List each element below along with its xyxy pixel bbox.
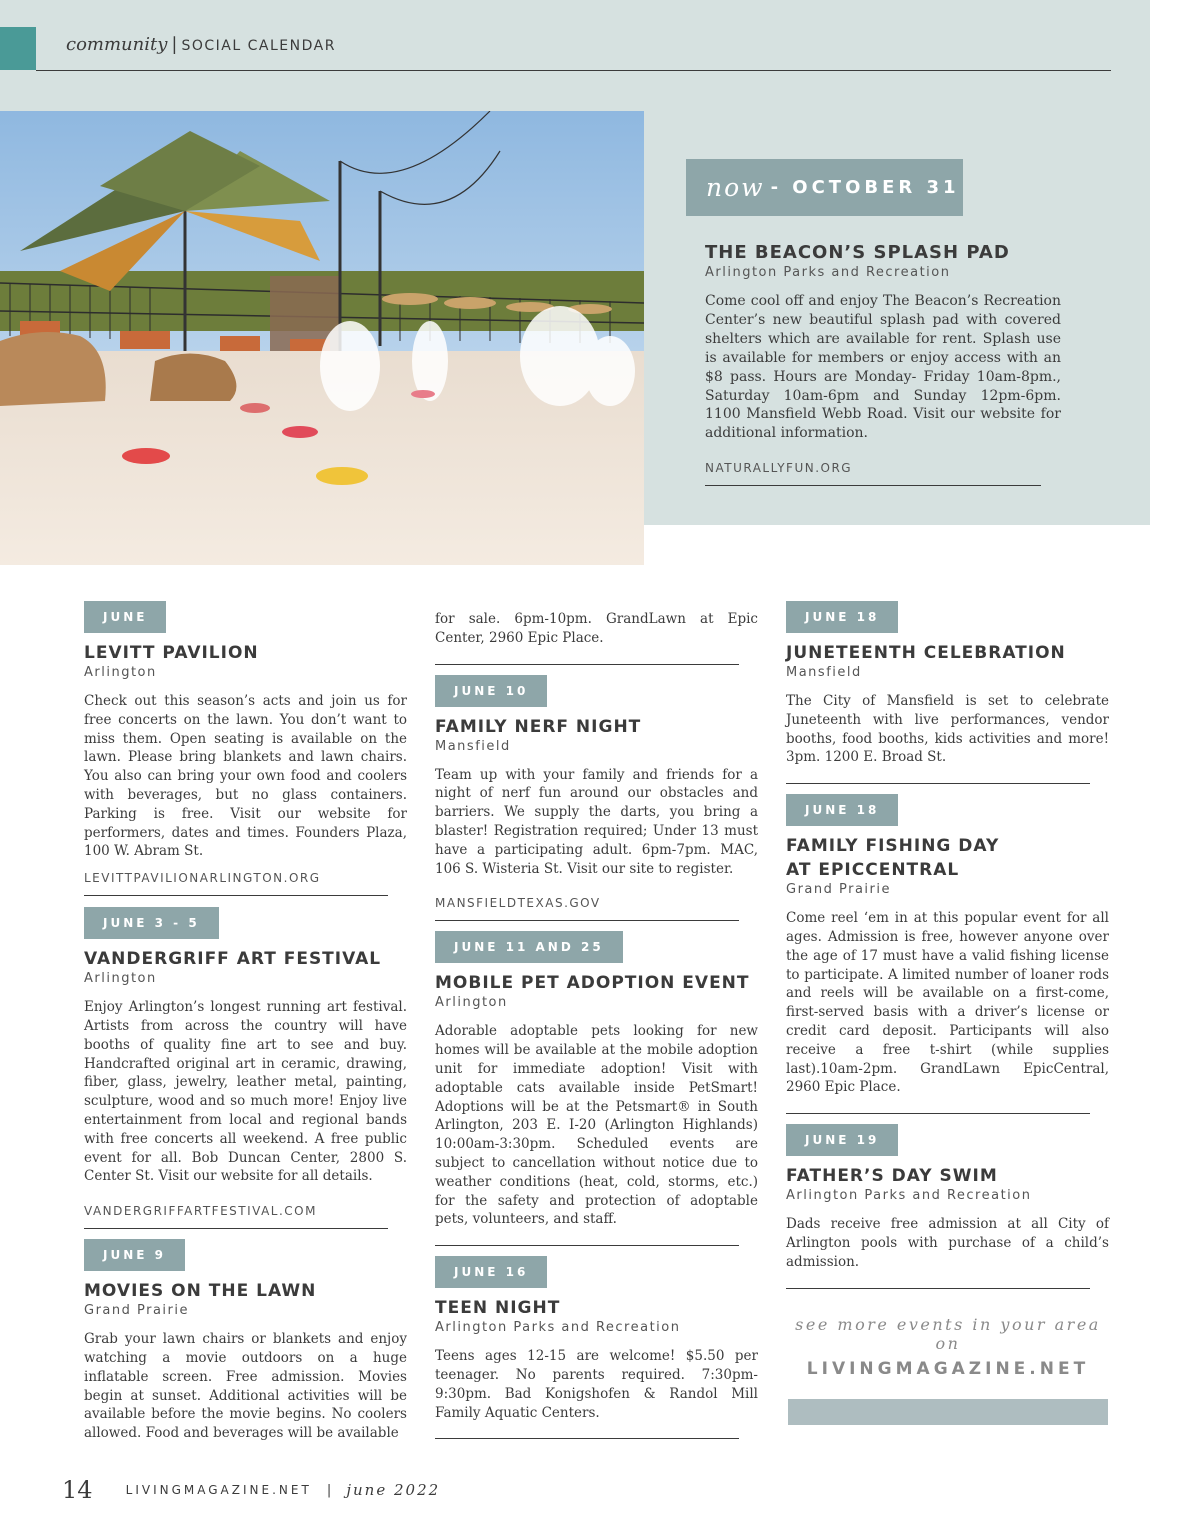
event-rule bbox=[786, 1113, 1090, 1114]
event-url[interactable]: LEVITTPAVILIONARLINGTON.ORG bbox=[84, 871, 321, 886]
date-badge: JUNE 10 bbox=[435, 675, 547, 707]
event-description: Grab your lawn chairs or blankets and enjoy watching a movie outdoors on a huge inflatable screen. Free admission. Movies begin at sunset. Additional activities will be available before the movie begins. No coolers allowed. Food and beverages will be available bbox=[84, 1331, 407, 1442]
event-rule bbox=[435, 664, 739, 665]
footer-issue: june 2022 bbox=[346, 1481, 441, 1499]
date-badge: JUNE 18 bbox=[786, 794, 898, 826]
event-description: The City of Mansfield is set to celebrate Juneteenth with live performances, vendor booths, food booths, kids activities and more! 3pm. 1200 E. Broad St. bbox=[786, 693, 1109, 766]
event-location: Arlington bbox=[435, 995, 508, 1011]
date-badge: JUNE 16 bbox=[435, 1256, 547, 1288]
event-location: Mansfield bbox=[786, 665, 862, 680]
movies-description-continued: for sale. 6pm-10pm. GrandLawn at Epic Center, 2960 Epic Place. bbox=[435, 611, 758, 646]
event-rule bbox=[84, 1228, 388, 1229]
page-number: 14 bbox=[62, 1476, 93, 1504]
event-location: Mansfield bbox=[435, 738, 511, 754]
date-badge: JUNE 9 bbox=[84, 1239, 185, 1271]
event-levitt-pavilion bbox=[84, 601, 407, 896]
see-more-events bbox=[788, 1315, 1108, 1379]
event-description: Dads receive free admission at all City of Arlington pools with purchase of a child’s admission. bbox=[786, 1216, 1109, 1270]
event-rule bbox=[786, 1288, 1090, 1289]
event-url[interactable]: VANDERGRIFFARTFESTIVAL.COM bbox=[84, 1204, 317, 1219]
page-footer bbox=[62, 1476, 440, 1504]
event-description: Come reel ‘em in at this popular event for all ages. Admission is free, however anyone over the age of 17 must have a valid fishing license to participate. A limited number of loaner rods and reels will be available on a first-come, first-served basis with a driver’s license or credit card deposit. Participants will also receive a free t-shirt (while supplies last).10am-2pm. GrandLawn EpicCentral, 2960 Epic Place. bbox=[786, 910, 1109, 1096]
event-description: Teens ages 12-15 are welcome! $5.50 per teenager. No parents required. 7:30pm-9:30pm. Bad Konigshofen & Randol Mill Family Aquatic Centers. bbox=[435, 1348, 758, 1421]
banner-date: - OCTOBER 31 bbox=[770, 177, 960, 198]
event-title: LEVITT PAVILION bbox=[84, 643, 259, 663]
event-location: Arlington Parks and Recreation bbox=[786, 1188, 1032, 1204]
footer-separator: | bbox=[326, 1482, 332, 1498]
event-url[interactable]: MANSFIELDTEXAS.GOV bbox=[435, 896, 601, 911]
event-description: Adorable adoptable pets looking for new homes will be available at the mobile adoption unit for immediate adoption! Visit with adoptable cats available inside PetSmart! Adoptions will be at the Petsmart® in South Arlington, 203 E. I-20 (Arlington Highlands) 10:00am-3:30pm. Scheduled events are subject to cancellation without notice due to weather conditions (heat, cold, storms, etc.) for the safety and protection of adoptable pets, volunteers, and staff. bbox=[435, 1023, 758, 1228]
event-location: Arlington bbox=[84, 665, 157, 680]
event-juneteenth bbox=[786, 601, 1109, 784]
event-title-line-2: AT EPICCENTRAL bbox=[786, 860, 960, 881]
event-description: Check out this season’s acts and join us for free concerts on the lawn. You don’t want to miss them. Open seating is available on the lawn. Please bring blankets and lawn chairs. You also can bring your own food and coolers with beverages, but no glass containers. Parking is free. Visit our website for performers, dates and times. Founders Plaza, 100 W. Abram St. bbox=[84, 693, 407, 860]
date-badge: JUNE bbox=[84, 601, 166, 633]
event-title: VANDERGRIFF ART FESTIVAL bbox=[84, 949, 382, 970]
event-title: MOVIES ON THE LAWN bbox=[84, 1281, 317, 1302]
see-more-text: see more events in your area on bbox=[795, 1315, 1101, 1353]
decorative-bar bbox=[788, 1399, 1108, 1425]
header-separator: | bbox=[171, 34, 178, 55]
event-rule bbox=[786, 783, 1090, 784]
section-header bbox=[66, 34, 336, 55]
event-title: JUNETEENTH CELEBRATION bbox=[786, 643, 1066, 663]
event-title: FATHER’S DAY SWIM bbox=[786, 1166, 998, 1187]
header-rule bbox=[36, 70, 1111, 71]
event-location: Arlington bbox=[84, 971, 157, 987]
feature-event bbox=[705, 241, 1061, 486]
event-vandergriff-art-festival bbox=[84, 907, 407, 1229]
feature-rule bbox=[705, 485, 1041, 486]
footer-site[interactable]: LIVINGMAGAZINE.NET bbox=[125, 1483, 312, 1497]
event-title: MOBILE PET ADOPTION EVENT bbox=[435, 973, 750, 994]
section-tab bbox=[0, 27, 36, 70]
event-location: Arlington Parks and Recreation bbox=[435, 1320, 681, 1336]
section-title: SOCIAL CALENDAR bbox=[181, 38, 336, 54]
event-title: FAMILY NERF NIGHT bbox=[435, 716, 642, 737]
date-badge: JUNE 11 AND 25 bbox=[435, 931, 623, 963]
event-rule bbox=[435, 920, 739, 921]
feature-url[interactable]: NATURALLYFUN.ORG bbox=[705, 461, 853, 476]
event-title: TEEN NIGHT bbox=[435, 1298, 561, 1319]
event-description: Enjoy Arlington’s longest running art festival. Artists from across the country will have booths of quality fine art to see and buy. Handcrafted original art in ceramic, drawing, fiber, glass, jewelry, leather metal, painting, sculpture, wood and so much more! Enjoy live entertainment from local and regional bands with free concerts all weekend. A free public event for all. Bob Duncan Center, 2800 S. Center St. Visit our website for all details. bbox=[84, 999, 407, 1185]
event-teen-night bbox=[435, 1256, 758, 1439]
event-rule bbox=[435, 1245, 739, 1246]
column-1 bbox=[84, 601, 407, 1443]
date-badge: JUNE 3 - 5 bbox=[84, 907, 219, 939]
event-fathers-day-swim bbox=[786, 1124, 1109, 1288]
event-rule bbox=[435, 1438, 739, 1439]
section-italic: community bbox=[66, 34, 168, 55]
banner-now: now bbox=[706, 173, 765, 202]
column-3 bbox=[786, 601, 1109, 1289]
event-family-nerf-night bbox=[435, 675, 758, 922]
date-badge: JUNE 18 bbox=[786, 601, 898, 633]
event-location: Grand Prairie bbox=[84, 1303, 189, 1319]
feature-description: Come cool off and enjoy The Beacon’s Recreation Center’s new beautiful splash pad with covered shelters which are available for rent. Splash use is available for members or enjoy access with an $8 pass. Hours are Monday- Friday 10am-8pm., Saturday 10am-6pm and Sunday 12pm-6pm. 1100 Mansfield Webb Road. Visit our website for additional information. bbox=[705, 293, 1061, 442]
event-mobile-pet-adoption bbox=[435, 931, 758, 1246]
event-location: Grand Prairie bbox=[786, 882, 891, 898]
feature-date-banner bbox=[686, 159, 963, 216]
event-title-line-1: FAMILY FISHING DAY bbox=[786, 836, 1000, 857]
splash-pad-photo bbox=[0, 111, 644, 565]
feature-location: Arlington Parks and Recreation bbox=[705, 265, 951, 280]
event-family-fishing-day bbox=[786, 794, 1109, 1114]
see-more-site-link[interactable]: LIVINGMAGAZINE.NET bbox=[806, 1359, 1090, 1379]
feature-title: THE BEACON’S SPLASH PAD bbox=[705, 242, 1010, 263]
event-movies-on-the-lawn bbox=[84, 1239, 407, 1443]
date-badge: JUNE 19 bbox=[786, 1124, 898, 1156]
event-description: Team up with your family and friends for a night of nerf fun around our obstacles and barriers. We supply the darts, you bring a blaster! Registration required; Under 13 must have a participating adult. 6pm-7pm. MAC, 106 S. Wisteria St. Visit our site to register. bbox=[435, 766, 758, 877]
column-2 bbox=[435, 610, 758, 1439]
event-rule bbox=[84, 895, 388, 896]
